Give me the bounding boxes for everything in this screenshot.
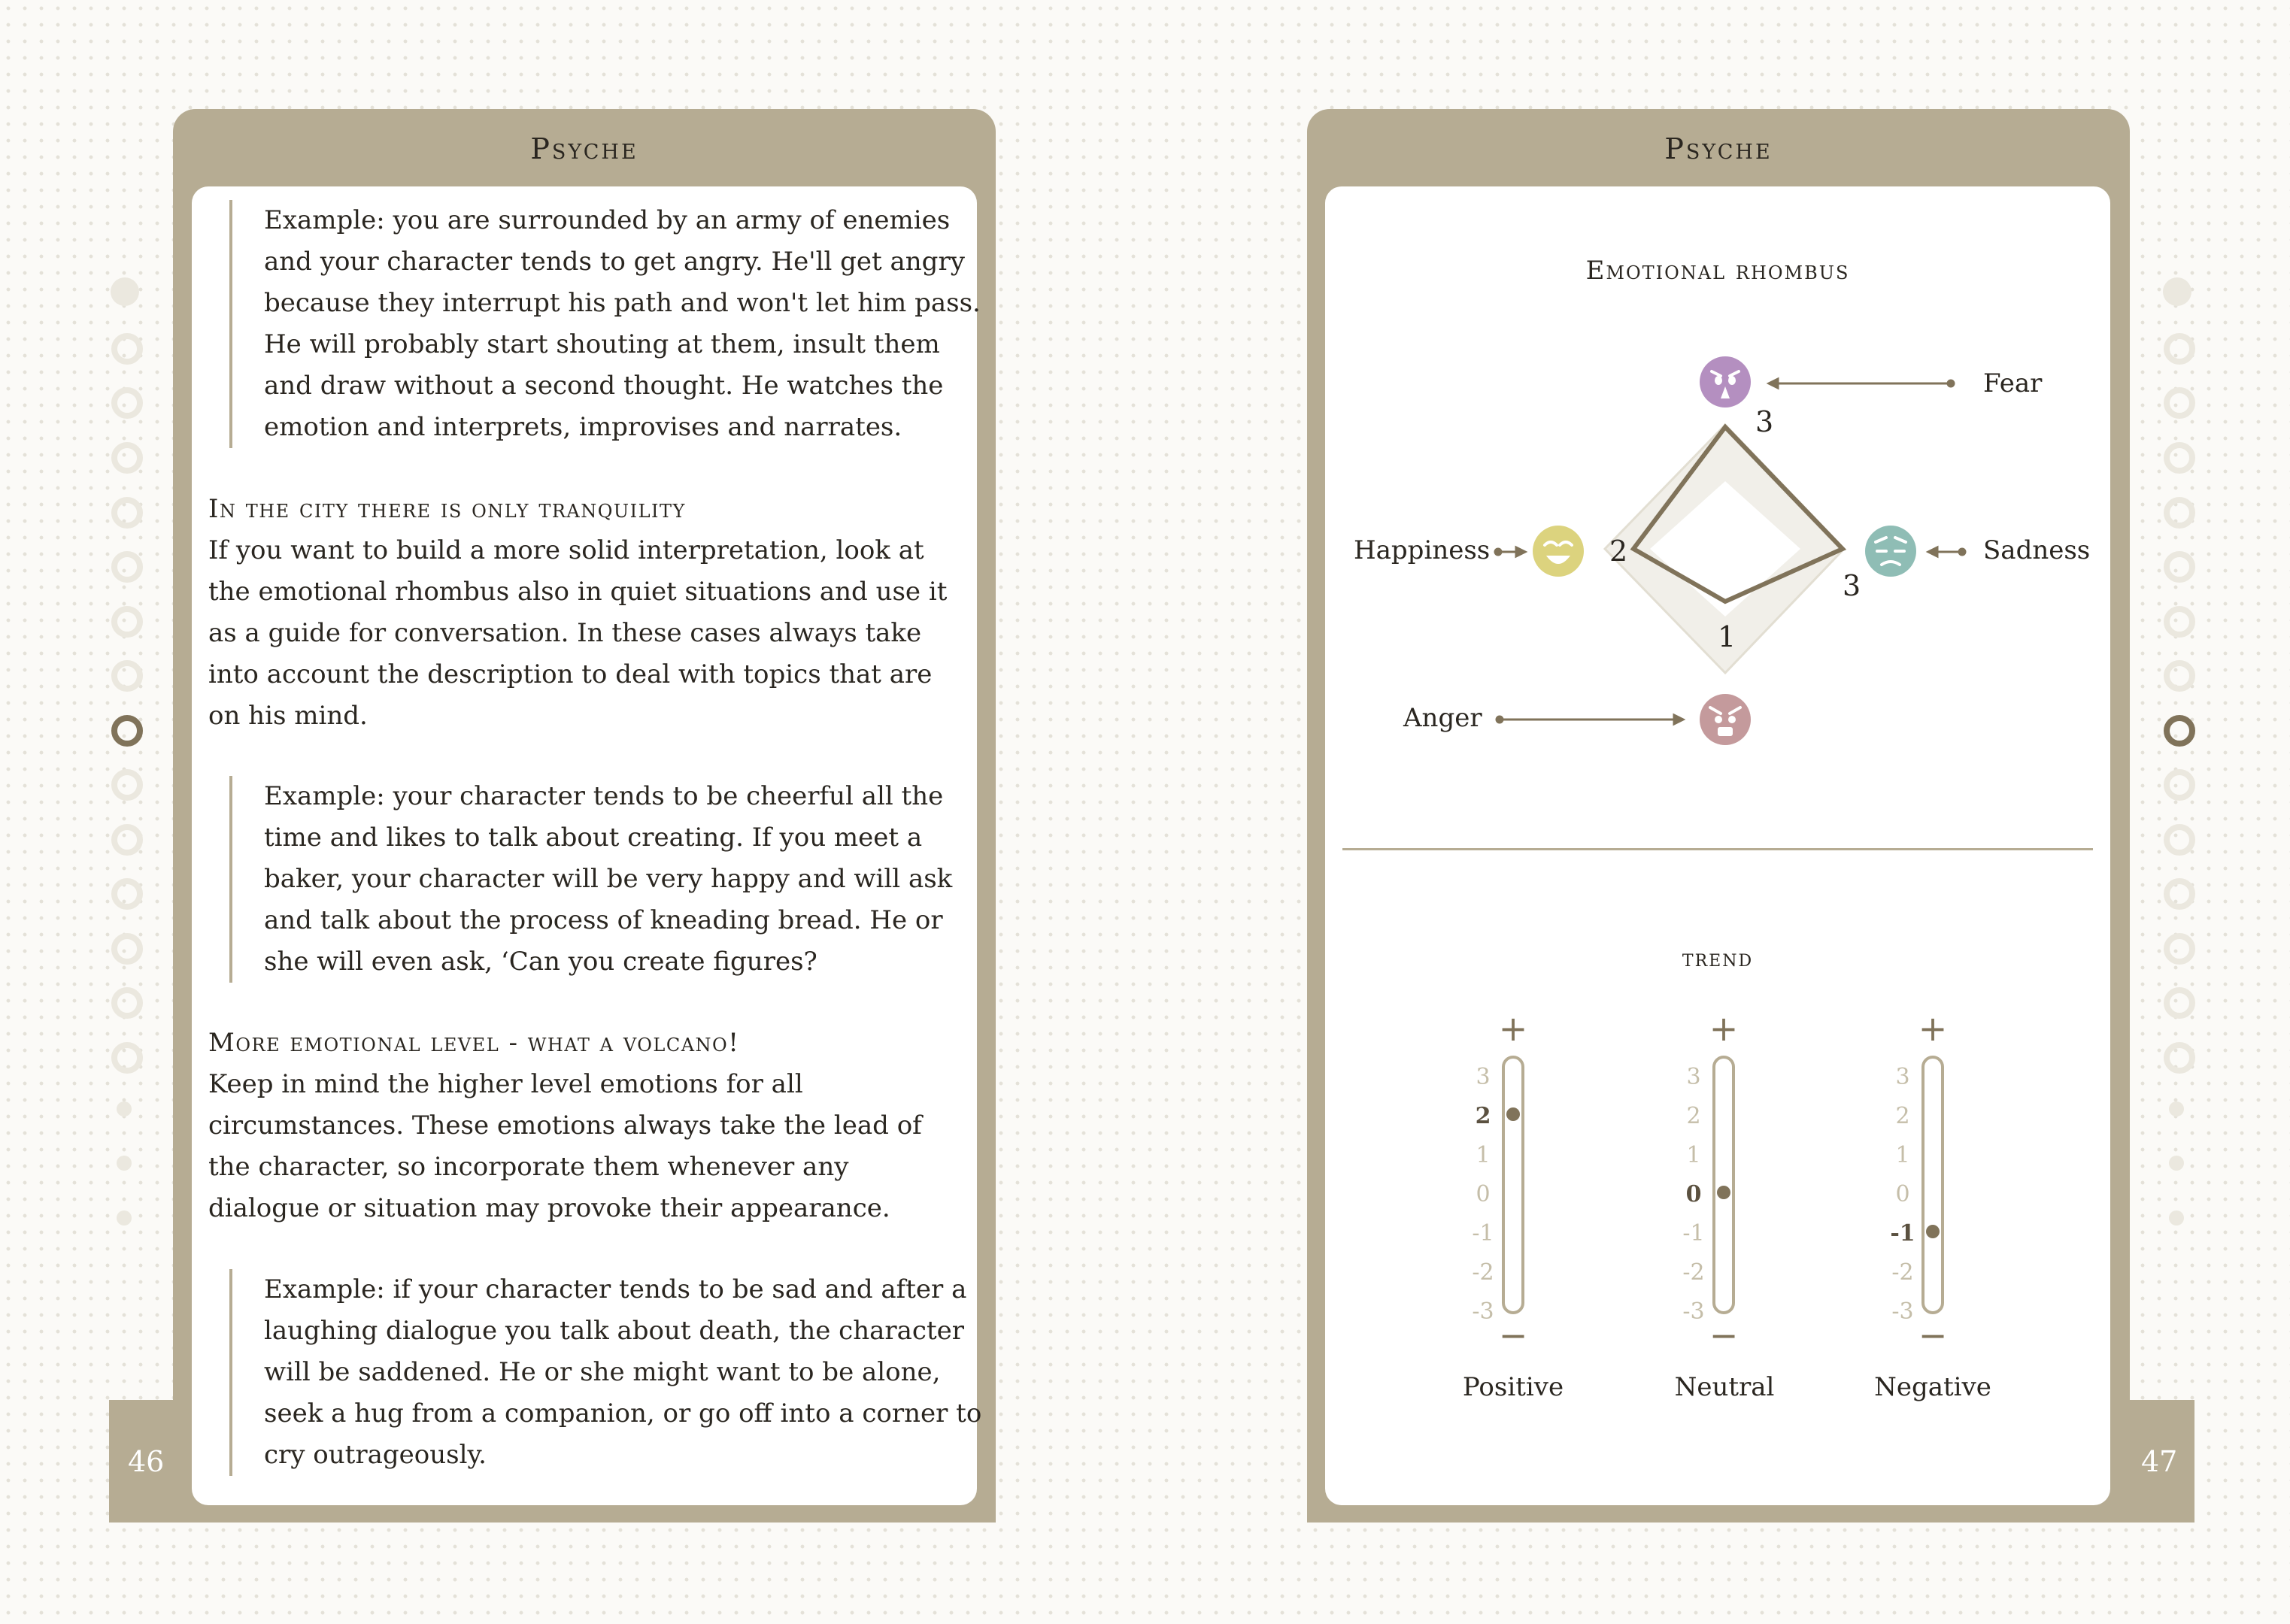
ring-hole bbox=[2163, 277, 2191, 306]
section-volcano bbox=[208, 1023, 960, 1229]
slider-label-negative: Negative bbox=[1874, 1372, 1991, 1402]
slider-tick-label: 1 bbox=[1686, 1142, 1701, 1168]
slider-value-marker[interactable] bbox=[1506, 1107, 1520, 1121]
ring-hole bbox=[111, 933, 143, 965]
anger-value-label: 1 bbox=[1718, 620, 1736, 653]
ring-hole bbox=[111, 606, 143, 638]
section-heading: More emotional level - what a volcano! bbox=[208, 1028, 740, 1058]
section-heading: In the city there is only tranquility bbox=[208, 494, 686, 524]
slider-tick-label: 3 bbox=[1895, 1064, 1910, 1090]
ring-hole bbox=[111, 824, 143, 856]
slider-value-marker[interactable] bbox=[1926, 1225, 1940, 1238]
fear-face-icon bbox=[1700, 356, 1751, 408]
slider-label-neutral: Neutral bbox=[1674, 1372, 1775, 1402]
ring-hole bbox=[2164, 1042, 2195, 1074]
example-quote: Example: if your character tends to be sad and after a laughing dialogue you talk about death, the character will be saddened. He or she might want to be alone, seek a hug from a companion, or go off into a corner to cry outrageously. bbox=[229, 1269, 986, 1476]
section-tranquility bbox=[208, 489, 960, 737]
ring-hole bbox=[2164, 333, 2195, 365]
left-page-number: 46 bbox=[128, 1445, 165, 1478]
sadness-value-label: 3 bbox=[1843, 569, 1861, 602]
fear-value-label: 3 bbox=[1755, 405, 1774, 438]
anger-connector-line bbox=[1497, 715, 1683, 724]
sadness-connector-line bbox=[1928, 547, 1965, 556]
ring-hole bbox=[2164, 387, 2195, 419]
sadness-label: Sadness bbox=[1983, 535, 2091, 565]
trend-title: trend bbox=[1682, 944, 1754, 972]
slider-plus-label: + bbox=[1709, 1008, 1739, 1049]
slider-tick-label: -2 bbox=[1472, 1259, 1494, 1286]
slider-tick-label: 2 bbox=[1686, 1103, 1701, 1129]
ring-hole bbox=[111, 333, 143, 365]
happiness-face-icon bbox=[1533, 526, 1584, 577]
slider-tick-label: 1 bbox=[1895, 1142, 1910, 1168]
happiness-value-label: 2 bbox=[1609, 535, 1628, 568]
slider-tick-label: -1 bbox=[1682, 1220, 1705, 1247]
slider-tick-label: -2 bbox=[1682, 1259, 1705, 1286]
trend-slider-neutral[interactable] bbox=[1682, 1008, 1738, 1356]
ring-hole-current bbox=[111, 715, 143, 747]
ring-dot bbox=[117, 1210, 132, 1226]
slider-plus-label: + bbox=[1498, 1008, 1528, 1049]
ring-dot bbox=[117, 1101, 132, 1116]
slider-track bbox=[1923, 1057, 1943, 1313]
slider-minus-label: − bbox=[1709, 1315, 1739, 1356]
slider-tick-label: -2 bbox=[1891, 1259, 1914, 1286]
slider-tick-label: 3 bbox=[1686, 1064, 1701, 1090]
section-divider bbox=[1342, 848, 2093, 850]
slider-tick-label: -3 bbox=[1682, 1298, 1705, 1325]
slider-minus-label: − bbox=[1498, 1315, 1528, 1356]
trend-sliders bbox=[1325, 1007, 2110, 1356]
slider-tick-label: 2 bbox=[1475, 1103, 1491, 1129]
ring-hole-current bbox=[2164, 715, 2195, 747]
sadness-face-icon bbox=[1865, 526, 1916, 577]
slider-tick-label: -3 bbox=[1472, 1298, 1494, 1325]
anger-face-icon bbox=[1700, 694, 1751, 745]
happiness-label: Happiness bbox=[1354, 535, 1491, 565]
section-text: If you want to build a more solid interpretation, look at the emotional rhombus also in quiet situations and use it as a guide for conversation. In these cases always take into account the description to deal with topics that are on his mind. bbox=[208, 535, 948, 731]
ring-hole bbox=[2164, 660, 2195, 692]
slider-tick-label: 1 bbox=[1476, 1142, 1491, 1168]
ring-hole bbox=[2164, 551, 2195, 583]
left-page-title: Psyche bbox=[530, 132, 638, 165]
ring-dot bbox=[117, 1156, 132, 1171]
ring-hole bbox=[2164, 824, 2195, 856]
ring-hole bbox=[2164, 606, 2195, 638]
slider-plus-label: + bbox=[1918, 1008, 1948, 1049]
right-page-number: 47 bbox=[2141, 1445, 2178, 1478]
right-page-title: Psyche bbox=[1664, 132, 1773, 165]
happiness-connector-line bbox=[1495, 547, 1525, 556]
ring-hole bbox=[111, 660, 143, 692]
ring-hole bbox=[111, 497, 143, 529]
trend-slider-positive[interactable] bbox=[1472, 1008, 1527, 1356]
ring-hole bbox=[111, 442, 143, 474]
slider-tick-label: -1 bbox=[1472, 1220, 1494, 1247]
ring-dot bbox=[2169, 1101, 2184, 1116]
ring-hole bbox=[111, 878, 143, 910]
slider-tick-label: 0 bbox=[1895, 1181, 1910, 1207]
ring-hole bbox=[111, 987, 143, 1019]
slider-tick-label: 3 bbox=[1476, 1064, 1491, 1090]
ring-hole bbox=[2164, 442, 2195, 474]
ring-hole bbox=[111, 769, 143, 801]
slider-track bbox=[1503, 1057, 1523, 1313]
slider-tick-label: 0 bbox=[1476, 1181, 1491, 1207]
ring-hole bbox=[111, 551, 143, 583]
ring-hole bbox=[111, 387, 143, 419]
slider-tick-label: -1 bbox=[1890, 1220, 1915, 1247]
ring-hole bbox=[2164, 878, 2195, 910]
trend-slider-negative[interactable] bbox=[1890, 1008, 1947, 1356]
section-text: Keep in mind the higher level emotions for all circumstances. These emotions always take the lead of the character, so incorporate them whenever any dialogue or situation may provoke their appearance. bbox=[208, 1069, 922, 1223]
ring-hole bbox=[2164, 769, 2195, 801]
slider-tick-label: 2 bbox=[1895, 1103, 1910, 1129]
rhombus-title: Emotional rhombus bbox=[1585, 256, 1850, 286]
ring-hole bbox=[2164, 933, 2195, 965]
slider-tick-label: 0 bbox=[1685, 1181, 1702, 1207]
example-quote: Example: your character tends to be cheerful all the time and likes to talk about creating. If you meet a baker, your character will be very happy and will ask and talk about the process of kneading bread. He or she will even ask, ‘Can you create figures? bbox=[229, 776, 986, 983]
ring-hole bbox=[111, 277, 139, 306]
ring-dot bbox=[2169, 1156, 2184, 1171]
fear-connector-line bbox=[1769, 379, 1954, 388]
slider-track bbox=[1714, 1057, 1733, 1313]
ring-dot bbox=[2169, 1210, 2184, 1226]
ring-hole bbox=[111, 1042, 143, 1074]
anger-label: Anger bbox=[1403, 703, 1482, 733]
example-quote: Example: you are surrounded by an army of enemies and your character tends to get angry. He'll get angry because they interrupt his path and won't let him pass. He will probably start shouting at them, insult them and draw without a second thought. He watches the emotion and interprets, improvises and narrates. bbox=[229, 200, 986, 448]
ring-hole bbox=[2164, 987, 2195, 1019]
ring-hole bbox=[2164, 497, 2195, 529]
fear-label: Fear bbox=[1983, 368, 2043, 398]
slider-tick-label: -3 bbox=[1891, 1298, 1914, 1325]
slider-label-positive: Positive bbox=[1462, 1372, 1564, 1402]
slider-minus-label: − bbox=[1918, 1315, 1948, 1356]
slider-value-marker[interactable] bbox=[1717, 1186, 1730, 1199]
